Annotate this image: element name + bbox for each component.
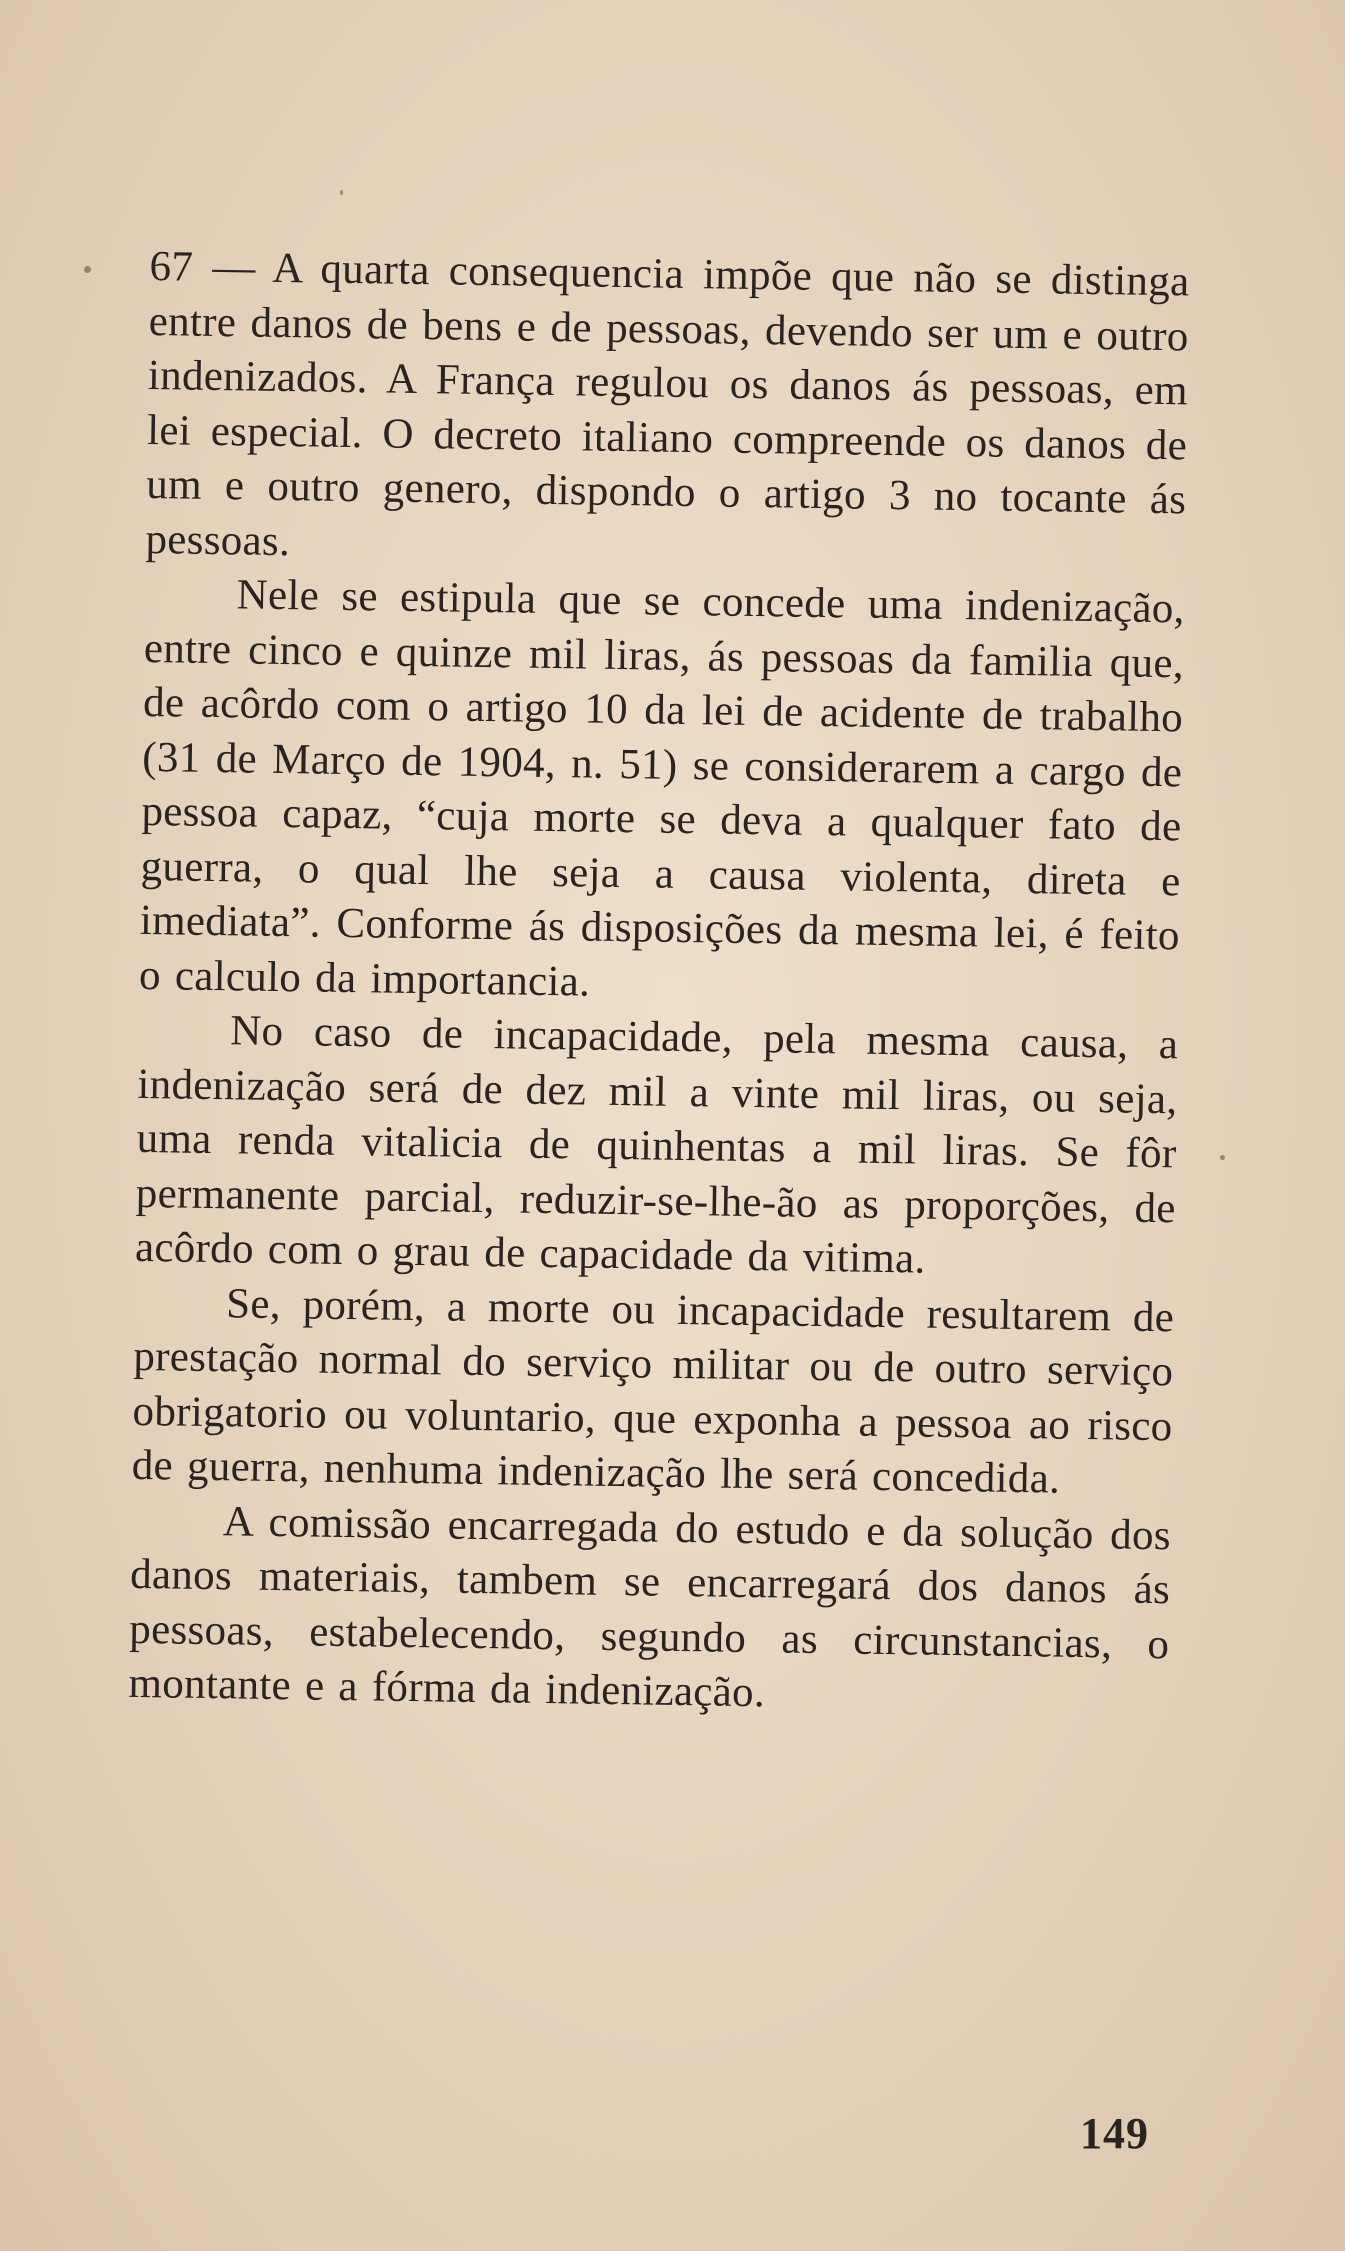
page-number: 149 bbox=[1080, 2109, 1149, 2158]
paragraph-3: No caso de incapacidade, pela mesma causa, a indenização será de dez mil a vinte mil liras, ou seja, uma renda vitalicia de quinhentas a mil liras. Se fôr permanente parcial, reduzir-se-lhe-ão as proporções, de acôrdo com o grau de capacidade da vitima. bbox=[134, 1007, 1179, 1283]
ink-speck bbox=[84, 266, 91, 273]
body-text bbox=[128, 240, 1190, 1727]
ink-speck bbox=[340, 190, 343, 195]
paragraph-5: A comissão encarregada do estudo e da solução dos danos materiais, tambem se encarregará dos danos ás pessoas, estabelecendo, segundo as circunstancias, o montante e a fórma da indenização. bbox=[128, 1497, 1172, 1717]
paragraph-1: 67 — A quarta consequencia impõe que não se distinga entre danos de bens e de pessoas, devendo ser um e outro indenizados. A França regulou os danos ás pessoas, em lei especial. O decreto italiano compreende os danos de um e outro genero, dispondo o artigo 3 no tocante ás pessoas. bbox=[145, 242, 1190, 565]
paragraph-4: Se, porém, a morte ou incapacidade resultarem de prestação normal do serviço militar ou de outro serviço obrigatorio ou voluntario, que exponha a pessoa ao risco de guerra, nenhuma indenização lhe será concedida. bbox=[131, 1279, 1175, 1503]
paragraph-2: Nele se estipula que se concede uma indenização, entre cinco e quinze mil liras, ás pessoas da familia que, de acôrdo com o artigo 10 da lei de acidente de trabalho (31 de Março de 1904, n. 51) se considerarem a cargo de pessoa capaz, “cuja morte se deva a qualquer fato de guerra, o qual lhe seja a causa violenta, direta e imediata”. Conforme ás disposições da mesma lei, é feito o calculo da importancia. bbox=[138, 571, 1185, 1006]
ink-speck bbox=[1220, 1155, 1225, 1160]
